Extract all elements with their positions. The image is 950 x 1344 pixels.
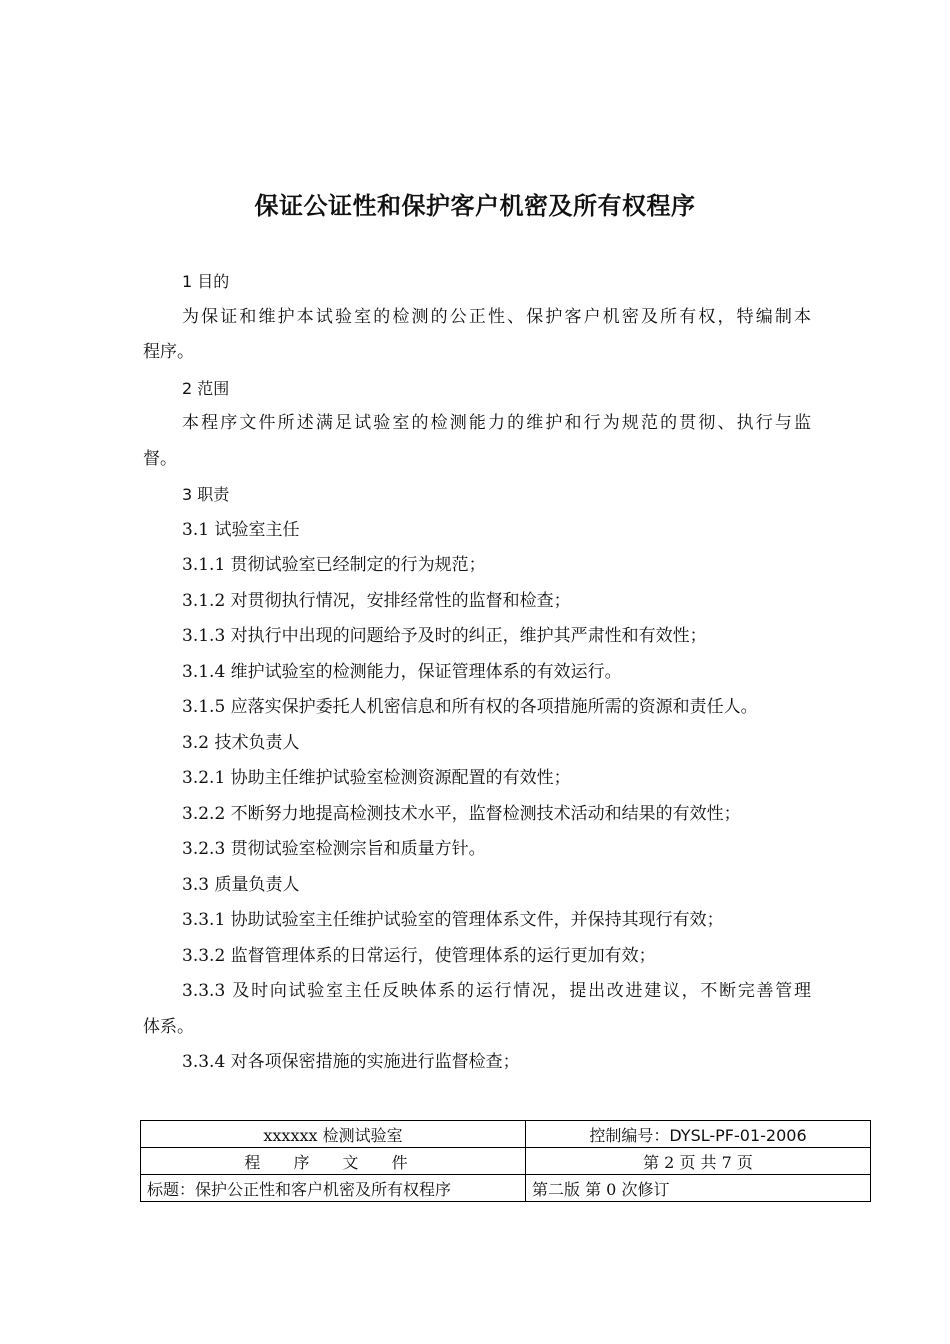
body-line: 3.1.3 对执行中出现的问题给予及时的纠正，维护其严肃性和有效性； xyxy=(182,626,707,646)
section-heading: 3 职责 xyxy=(182,485,230,504)
body-line: 3.2.2 不断努力地提高检测技术水平，监督检测技术活动和结果的有效性； xyxy=(182,803,741,824)
body-line: 3.1.5 应落实保护委托人机密信息和所有权的各项措施所需的资源和责任人。 xyxy=(182,697,758,717)
body-line: 3.1.2 对贯彻执行情况，安排经常性的监督和检查； xyxy=(182,590,571,611)
body-line: 3.3.2 监督管理体系的日常运行，使管理体系的运行更加有效； xyxy=(182,945,656,966)
document-body xyxy=(143,264,811,1081)
footer-page-info: 第 2 页 共 7 页 xyxy=(526,1148,871,1175)
body-line: 3.3.1 协助试验室主任维护试验室的管理体系文件，并保持其现行有效； xyxy=(182,910,724,930)
body-line: 本程序文件所述满足试验室的检测能力的维护和行为规范的贯彻、执行与监 xyxy=(182,413,811,433)
body-line: 3.1.1 贯彻试验室已经制定的行为规范； xyxy=(182,555,486,575)
body-line: 3.2.3 贯彻试验室检测宗旨和质量方针。 xyxy=(182,839,486,859)
footer-table xyxy=(140,1120,871,1202)
body-line: 3.3.3 及时向试验室主任反映体系的运行情况，提出改进建议，不断完善管理 xyxy=(182,981,811,1001)
body-line: 程序。 xyxy=(143,342,194,362)
footer-org: xxxxxx 检测试验室 xyxy=(141,1121,526,1148)
body-line: 3.3 质量负责人 xyxy=(182,874,300,895)
body-line: 3.2 技术负责人 xyxy=(182,732,300,753)
footer-doc-type: 程 序 文 件 xyxy=(141,1148,526,1175)
body-line: 体系。 xyxy=(143,1016,194,1037)
footer-subject: 标题：保护公正性和客户机密及所有权程序 xyxy=(141,1175,526,1202)
body-line: 3.1.4 维护试验室的检测能力，保证管理体系的有效运行。 xyxy=(182,661,622,682)
footer-control-number: 控制编号：DYSL-PF-01-2006 xyxy=(526,1121,871,1148)
section-heading: 2 范围 xyxy=(182,378,230,398)
document-title: 保证公证性和保护客户机密及所有权程序 xyxy=(254,192,696,220)
body-line: 督。 xyxy=(143,448,177,469)
body-line: 为保证和维护本试验室的检测的公正性、保护客户机密及所有权，特编制本 xyxy=(182,306,811,327)
body-line: 3.2.1 协助主任维护试验室检测资源配置的有效性； xyxy=(182,768,571,788)
section-heading: 1 目的 xyxy=(182,272,230,291)
body-line: 3.1 试验室主任 xyxy=(182,519,300,540)
footer-revision: 第二版 第 0 次修订 xyxy=(526,1175,871,1202)
body-line: 3.3.4 对各项保密措施的实施进行监督检查； xyxy=(182,1052,520,1072)
